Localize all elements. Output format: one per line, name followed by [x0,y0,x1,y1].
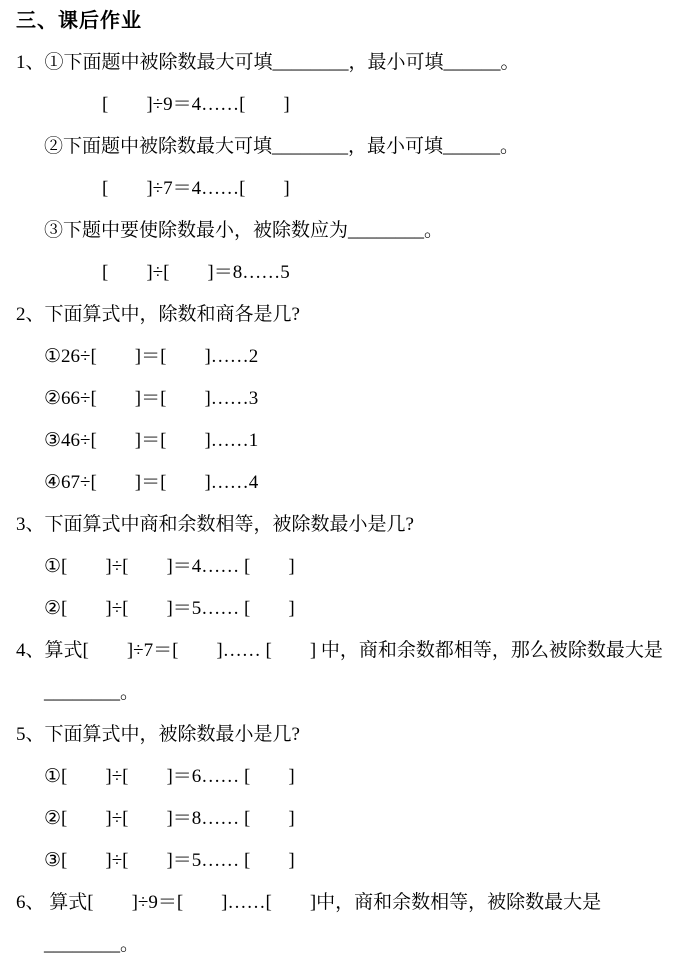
problem-4-label: 4、 [16,640,45,661]
problem-5 [16,714,669,756]
problem-1-part-3-text: ③下题中要使除数最小，被除数应为________。 [44,220,444,241]
problem-3-equation-2: ②[ ]÷[ ]＝5…… [ ] [44,598,295,619]
problem-2-equation-1: ①26÷[ ]＝[ ]……2 [44,346,259,367]
problem-5-equation-2: ②[ ]÷[ ]＝8…… [ ] [44,808,295,829]
problem-6-question: 算式[ ]÷9＝[ ]……[ ]中，商和余数相等，被除数最大是________。 [44,892,602,955]
problem-6 [16,882,669,966]
problem-5-question: 下面算式中，被除数最小是几? [44,724,300,745]
problem-1-part-1 [16,42,669,84]
problem-3-question: 下面算式中商和余数相等，被除数最小是几? [44,514,414,535]
problem-1-part-1-formula: [ ]÷9＝4……[ ] [102,94,290,115]
problem-2-equation-2: ②66÷[ ]＝[ ]……3 [44,388,259,409]
problem-3-label: 3、 [16,514,45,535]
problem-2 [16,294,669,336]
problem-5-label: 5、 [16,724,45,745]
problem-2-label: 2、 [16,304,45,325]
problem-5-equation-3: ③[ ]÷[ ]＝5…… [ ] [44,850,295,871]
problem-6-label: 6、 [16,892,45,913]
problem-1-label: 1、 [16,52,45,73]
problem-3-equation-1: ①[ ]÷[ ]＝4…… [ ] [44,556,295,577]
problem-1-part-3-formula: [ ]÷[ ]＝8……5 [102,262,290,283]
problem-4-question: 算式[ ]÷7＝[ ]…… [ ] 中，商和余数都相等，那么被除数最大是________。 [44,640,663,703]
problem-1-part-1-text: ①下面题中被除数最大可填________，最小可填______。 [44,52,520,73]
section-title: 三、课后作业 [16,10,142,32]
problem-1-part-2-text: ②下面题中被除数最大可填________，最小可填______。 [44,136,520,157]
problem-4 [16,630,669,714]
problem-2-equation-4: ④67÷[ ]＝[ ]……4 [44,472,259,493]
problem-2-equation-3: ③46÷[ ]＝[ ]……1 [44,430,259,451]
problem-1-part-2-formula: [ ]÷7＝4……[ ] [102,178,290,199]
problem-2-question: 下面算式中，除数和商各是几? [44,304,300,325]
problem-3 [16,504,669,546]
problem-5-equation-1: ①[ ]÷[ ]＝6…… [ ] [44,766,295,787]
